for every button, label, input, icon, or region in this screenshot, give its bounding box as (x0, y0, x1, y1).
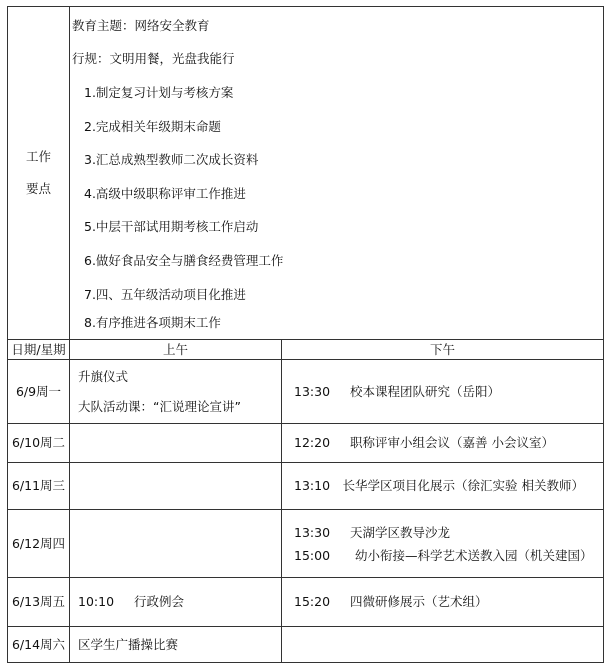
table-row (8, 510, 604, 578)
pm-cell: 13:30 天湖学区教导沙龙 15:00 幼小衔接—科学艺术送教入园（机关建国） (282, 510, 604, 578)
date-header: 日期/星期 (8, 340, 70, 360)
pm-cell (282, 627, 604, 663)
am-cell: 升旗仪式 大队活动课：“汇说理论宣讲” (70, 360, 282, 424)
am-cell (70, 424, 282, 463)
pm-cell: 15:20 四微研修展示（艺术组） (282, 578, 604, 627)
date-cell: 6/10周二 (8, 424, 70, 463)
table-row (8, 360, 604, 424)
plan-item: 行规：文明用餐，光盘我能行 (72, 51, 235, 67)
plan-item: 1.制定复习计划与考核方案 (84, 84, 234, 100)
date-cell: 6/13周五 (8, 578, 70, 627)
date-cell: 6/12周四 (8, 510, 70, 578)
work-points-list (70, 7, 604, 340)
table-row (8, 578, 604, 627)
plan-item: 8.有序推进各项期末工作 (84, 315, 221, 331)
am-cell (70, 510, 282, 578)
plan-item: 7.四、五年级活动项目化推进 (84, 286, 246, 302)
table-row (8, 463, 604, 510)
header-row (8, 340, 604, 360)
am-cell: 区学生广播操比赛 (70, 627, 282, 663)
plan-item: 2.完成相关年级期末命题 (84, 118, 221, 134)
am-header: 上午 (70, 340, 282, 360)
date-cell: 6/11周三 (8, 463, 70, 510)
pm-header: 下午 (282, 340, 604, 360)
plan-item: 4.高级中级职称评审工作推进 (84, 185, 246, 201)
table-row (8, 627, 604, 663)
am-cell: 10:10 行政例会 (70, 578, 282, 627)
pm-cell: 13:10 长华学区项目化展示（徐汇实验 相关教师） (282, 463, 604, 510)
date-cell: 6/9周一 (8, 360, 70, 424)
plan-item: 3.汇总成熟型教师二次成长资料 (84, 152, 259, 168)
plan-item: 5.中层干部试用期考核工作启动 (84, 219, 259, 235)
table-row (8, 424, 604, 463)
work-points-row (8, 7, 604, 340)
pm-cell: 13:30 校本课程团队研究（岳阳） (282, 360, 604, 424)
work-points-label: 工作 要点 (8, 7, 70, 340)
plan-item: 6.做好食品安全与膳食经费管理工作 (84, 252, 284, 268)
date-cell: 6/14周六 (8, 627, 70, 663)
schedule-table (7, 6, 604, 663)
pm-cell: 12:20 职称评审小组会议（嘉善 小会议室） (282, 424, 604, 463)
plan-item: 教育主题：网络安全教育 (72, 17, 210, 33)
am-cell (70, 463, 282, 510)
